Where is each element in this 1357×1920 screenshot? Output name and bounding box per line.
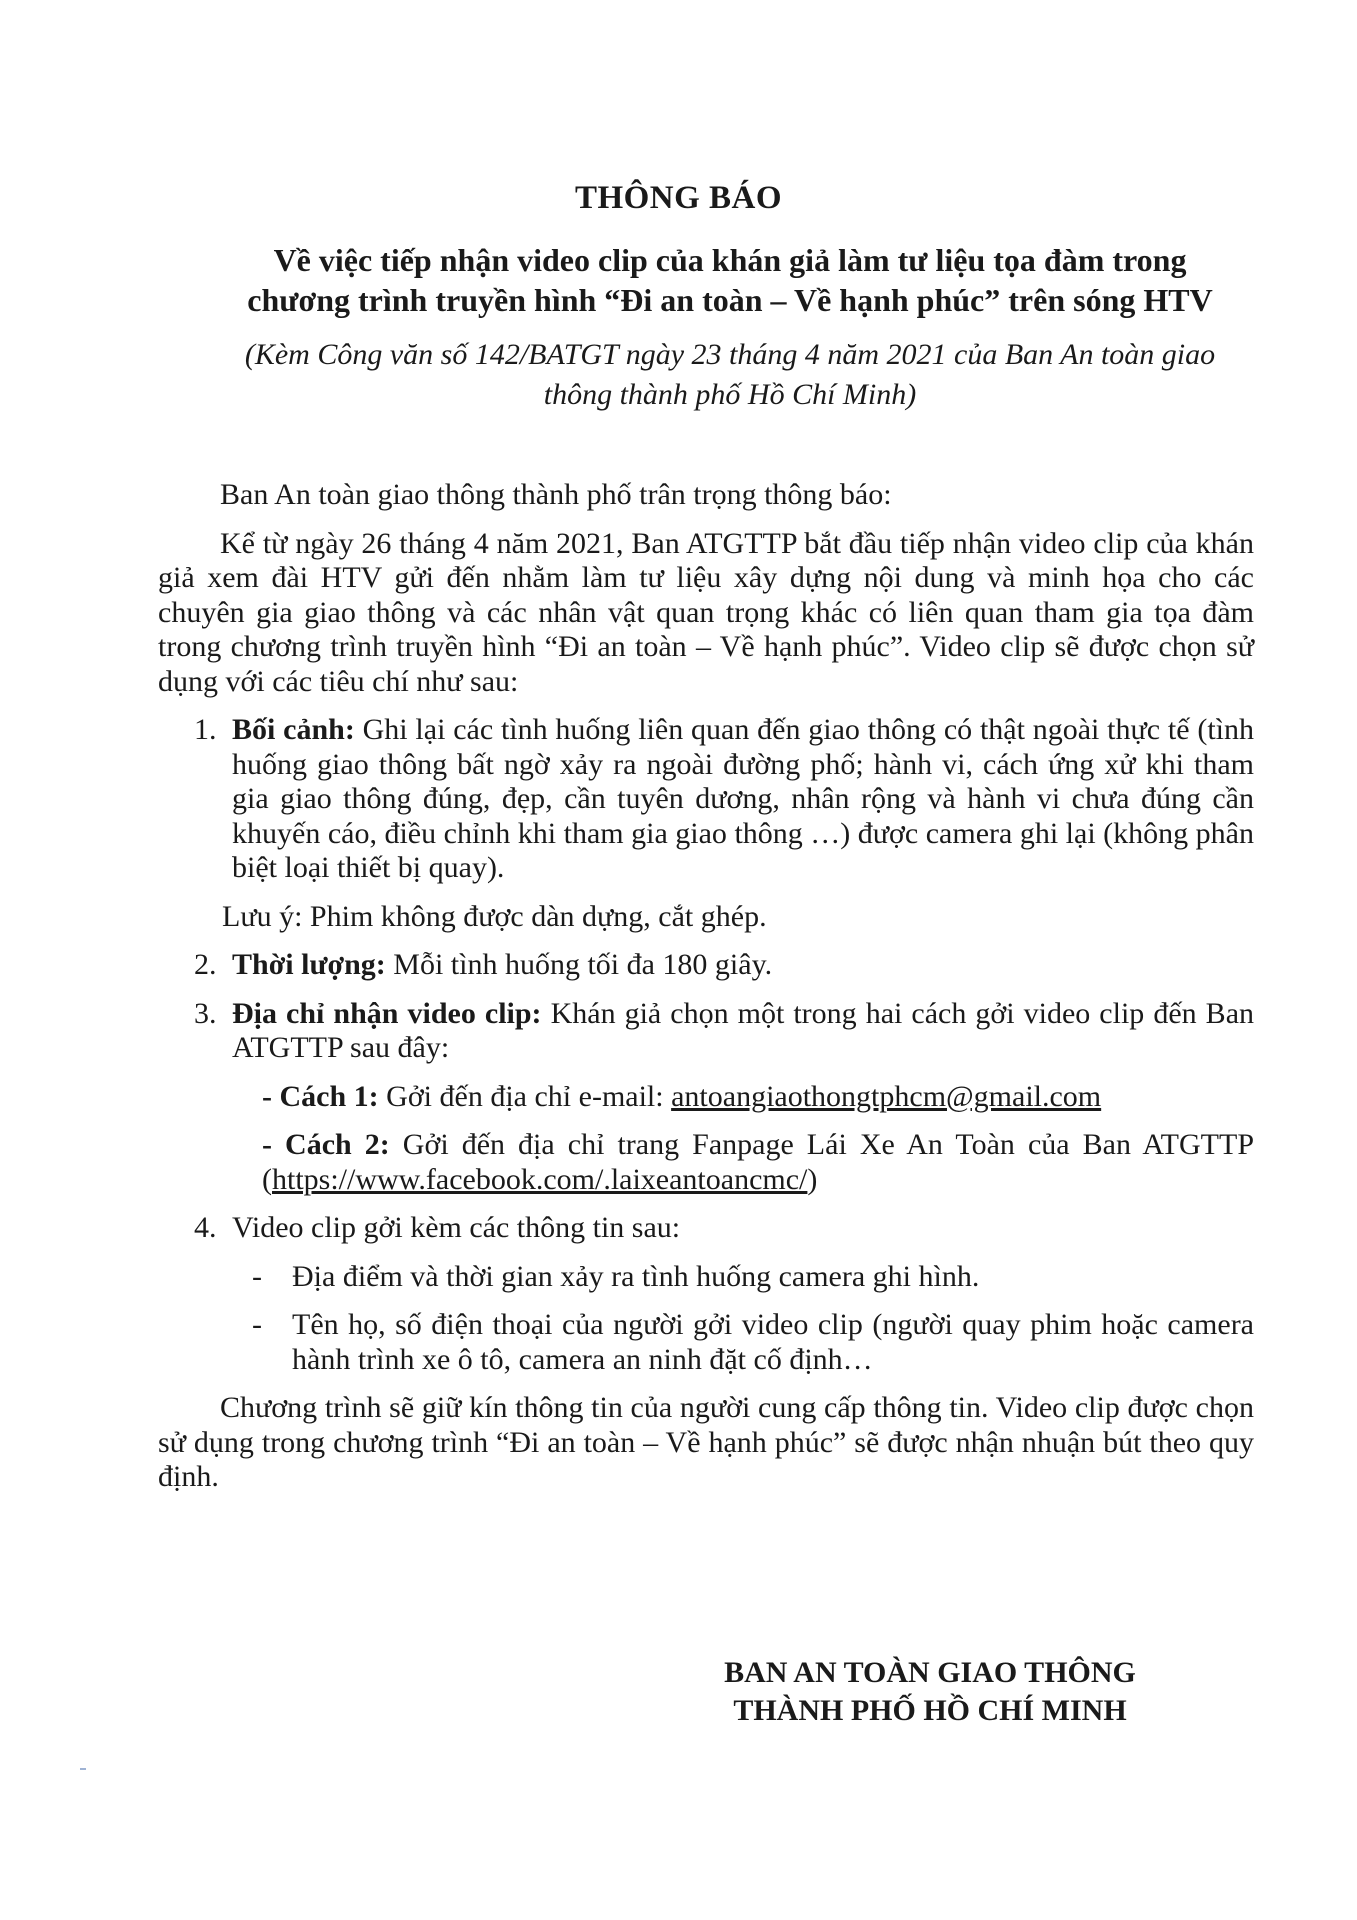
fanpage-link[interactable]: https://www.facebook.com/.laixeantoancmc/ — [272, 1162, 808, 1196]
scan-speck — [80, 1768, 86, 1770]
info-bullet-1 — [158, 1260, 1254, 1295]
method-suffix: ) — [807, 1162, 818, 1196]
method-2 — [158, 1128, 1254, 1197]
method-text: Gởi đến địa chỉ e-mail: — [378, 1079, 672, 1113]
item-text: Video clip gởi kèm các thông tin sau: — [232, 1211, 681, 1244]
item-text: Mỗi tình huống tối đa 180 giây. — [385, 948, 773, 981]
info-bullet-2 — [158, 1308, 1254, 1377]
criteria-item-3 — [158, 997, 1254, 1066]
document-title: THÔNG BÁO — [574, 180, 783, 216]
item-number: 1. — [194, 713, 217, 746]
method-1 — [158, 1080, 1254, 1115]
subtitle-line-2: chương trình truyền hình “Đi an toàn – Về hạnh phúc” trên sóng HTV — [247, 282, 1213, 318]
signature-block — [700, 1654, 1160, 1730]
closing-paragraph: Chương trình sẽ giữ kín thông tin của người cung cấp thông tin. Video clip được chọn sử dụng trong chương trình “Đi an toàn – Về hạnh phúc” sẽ được nhận nhuận bút theo quy định. — [158, 1391, 1254, 1493]
method-prefix: - — [262, 1079, 280, 1113]
email-link[interactable]: antoangiaothongtphcm@gmail.com — [671, 1079, 1102, 1113]
bullet-dash: - — [252, 1308, 262, 1341]
attachment-note — [200, 335, 1260, 415]
item-text: Ghi lại các tình huống liên quan đến giao thông có thật ngoài thực tế (tình huống giao thông bất ngờ xảy ra ngoài đường phố; hành vi, cách ứng xử khi tham gia giao thông đúng, đẹp, cần tuyên dương, nhân rộng và hành vi chưa đúng cần khuyến cáo, điều chỉnh khi tham gia giao thông …) được camera ghi lại (không phân biệt loại thiết bị quay). — [232, 713, 1254, 884]
item-label: Thời lượng: — [232, 948, 386, 981]
method-text: Gởi đến địa chỉ trang Fanpage Lái Xe An Toàn của Ban ATGTTP ( — [262, 1128, 1255, 1196]
document-subtitle — [200, 240, 1260, 320]
criteria-item-4 — [158, 1211, 1254, 1246]
item-label: Địa chỉ nhận video clip: — [232, 996, 542, 1030]
subtitle-line-1: Về việc tiếp nhận video clip của khán giả làm tư liệu tọa đàm trong — [273, 242, 1187, 278]
signature-line-1: BAN AN TOÀN GIAO THÔNG — [724, 1656, 1136, 1689]
criteria-item-1 — [158, 713, 1254, 886]
bullet-dash: - — [252, 1259, 262, 1293]
attachment-line-2: thông thành phố Hồ Chí Minh) — [543, 378, 917, 411]
item-label: Bối cảnh: — [232, 713, 355, 746]
bullet-text: Tên họ, số điện thoại của người gởi video clip (người quay phim hoặc camera hành trình xe ô tô, camera an ninh đặt cố định… — [292, 1308, 1254, 1376]
item-number: 2. — [194, 948, 217, 981]
method-label: Cách 1: — [279, 1079, 379, 1113]
signature-line-2: THÀNH PHỐ HỒ CHÍ MINH — [733, 1694, 1127, 1727]
document-body — [158, 478, 1254, 1509]
method-prefix: - — [262, 1128, 286, 1161]
item-text: Khán giả chọn một trong hai cách gởi video clip đến Ban ATGTTP sau đây: — [232, 996, 1255, 1064]
note-text: Lưu ý: Phim không được dàn dựng, cắt ghép. — [222, 899, 767, 933]
bullet-text: Địa điểm và thời gian xảy ra tình huống camera ghi hình. — [292, 1259, 980, 1293]
intro-paragraph: Ban An toàn giao thông thành phố trân trọng thông báo: — [220, 478, 892, 511]
method-label: Cách 2: — [285, 1128, 390, 1161]
item-number: 3. — [194, 996, 217, 1030]
attachment-line-1: (Kèm Công văn số 142/BATGT ngày 23 tháng 4 năm 2021 của Ban An toàn giao — [244, 338, 1216, 371]
paragraph-1: Kể từ ngày 26 tháng 4 năm 2021, Ban ATGTTP bắt đầu tiếp nhận video clip của khán giả xem đài HTV gửi đến nhằm làm tư liệu xây dựng nội dung và minh họa cho các chuyên gia giao thông và các nhân vật quan trọng khác có liên quan tham gia tọa đàm trong chương trình truyền hình “Đi an toàn – Về hạnh phúc”. Video clip sẽ được chọn sử dụng với các tiêu chí như sau: — [158, 526, 1254, 698]
item-number: 4. — [194, 1211, 217, 1244]
criteria-item-2 — [158, 948, 1254, 983]
